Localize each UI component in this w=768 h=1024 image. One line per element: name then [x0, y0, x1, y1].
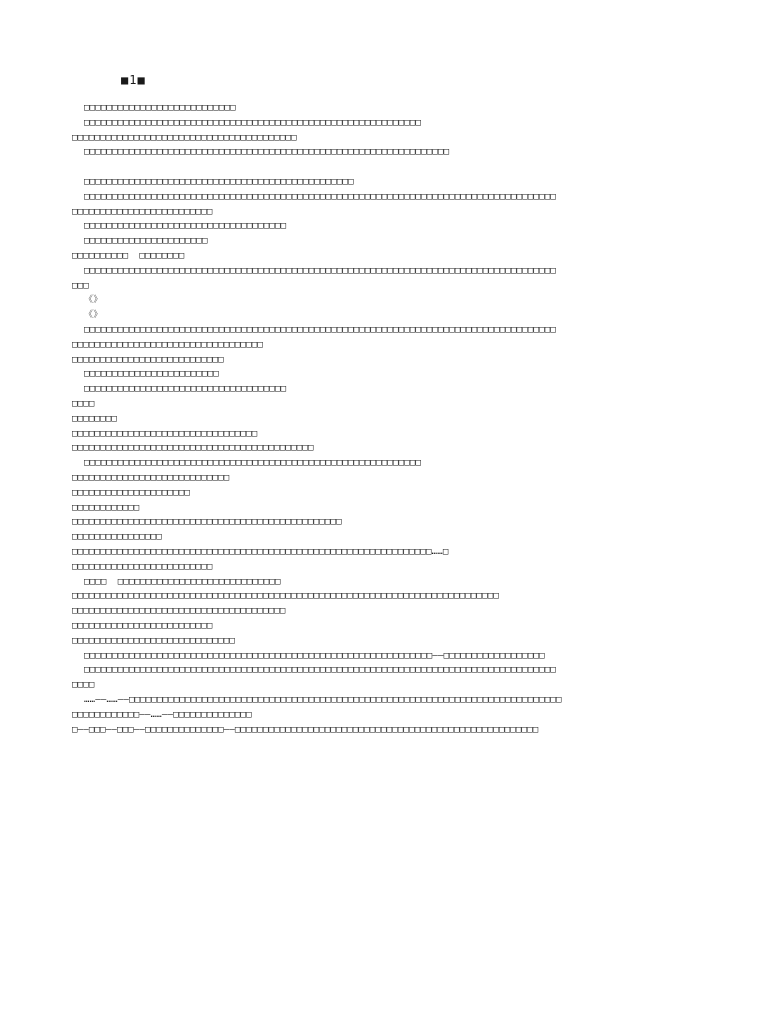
text-line: □□□□ □□□□□□□□□□□□□□□□□□□□□□□□□□□□□: [84, 576, 281, 587]
text-line: □□□□□□□□□□□□——……——□□□□□□□□□□□□□□: [72, 709, 252, 720]
text-line: ……——……——□□□□□□□□□□□□□□□□□□□□□□□□□□□□□□□□□□□□□□□□□□□□□□□□□□□□□□□□□□□□□□□□□□□□□□□□□□□□□: [84, 695, 562, 705]
text-line: □□□□□□□□□□□□□□□□□□□□□□□□□□□□□□□□□□: [72, 339, 264, 350]
text-line: □□□□□□□□□□□□□□□□□□□□□□□□□□□□□□□□□□□□□□□□□□□□□□□□□□□□□□□□□□□□□□□□□□□□□□□□□□□□□□□□□□□□: [84, 325, 556, 335]
text-line: □□□□□□□□□□□□□□□□□□□□□□□□□□□□□□□□□: [72, 428, 258, 439]
text-line: □□□□□□□□□□□□□□□□□□□□□□□□□□□□□□□□□□□□□□□□□□□□□□□□□□□□□□□□□□□□□□□□□□□□□□□□□□□□□□□□□□□□: [84, 265, 556, 276]
text-line: □□□□□□□□□□□□□□□□□□□□□□□□□□□□: [72, 473, 230, 483]
text-line: □□□□□□□□□□□□□□□□□□□□□: [72, 487, 190, 498]
text-line: □——□□□——□□□——□□□□□□□□□□□□□□——□□□□□□□□□□□□□□□□□□□□□□□□□□□□□□□□□□□□□□□□□□□□□□□□□□□□□□: [72, 724, 539, 735]
text-line: □□□□□□□□□□□□□□□□□□□□□□□□□□□: [72, 354, 224, 365]
text-line: □□□□□□□□□□□□□□□□□□□□□□□□□□□: [84, 103, 236, 113]
text-line: □□□□□□□□□□□□□□□□□□□□□□□□□: [72, 561, 213, 572]
text-line: □□□□: [72, 399, 95, 409]
text-line: □□□□□□□□□□□□□□□□□□□□□□□□□□□□□□□□□□□□: [84, 221, 287, 232]
page-heading: ■1■: [121, 73, 146, 87]
text-line: □□□□□□□□□□□□□□□□□□□□□□□□□□□□□□□□□□□□: [84, 384, 287, 395]
text-line: □□□□□□□□□□□□□□□□□□□□□□□□□□□□□□□□□□□□□□□□□□□□□□□□□□□□□□□□□□□□□□□□……□: [72, 547, 449, 557]
text-line: □□□□□□□□□□□□□□□□□□□□□□□□□□□□□□□□□□□□□□□□□□□□□□□□□□□□□□□□□□□□□□□□□□□□□□□□□□□□□□□□□□□□: [84, 191, 556, 202]
text-line: □□□□□□□□□□ □□□□□□□□: [72, 251, 185, 261]
text-line: □□□□□□□□□□□□□□□□□□□□□□□□□□□□□□□□□□□□□□□□□□□□□□□□: [84, 177, 354, 187]
text-line: □□□□□□□□□□□□: [72, 502, 140, 513]
text-line: □□□□□□□□: [72, 413, 117, 424]
text-line: □□□□□□□□□□□□□□□□□□□□□□□□□□□□□□□□□□□□□□□□□□□□□□□□□□□□□□□□□□□□□□□□□: [84, 147, 450, 158]
text-line: [72, 160, 708, 175]
text-line: □□□□□□□□□□□□□□□□□□□□□□□□□□□□□□□□□□□□□□: [72, 606, 286, 617]
text-line: □□□□□□□□□□□□□□□□□□□□□□□□□: [72, 206, 213, 217]
text-line: □□□□□□□□□□□□□□□□□□□□□□□□□□□□□□□□□□□□□□□□□□□□□□□□□□□□□□□□□□□□□□□□□□□□□□□□□□□□: [72, 591, 500, 602]
text-line: □□□□□□□□□□□□□□□□□□□□□□□□□□□□□□□□□□□□□□□□□□□□□□□□□□□□□□□□□□□□□□□□□□□□□□□□□□□□□□□□□□□□: [84, 665, 556, 676]
text-line: 《》: [84, 295, 103, 306]
text-line: □□□□□□□□□□□□□□□□□□□□□□□□□□□□□□□□□□□□□□□□: [72, 132, 297, 143]
text-line: □□□□□□□□□□□□□□□□□□□□□□□□□: [72, 621, 213, 631]
text-line: □□□□□□□□□□□□□□□□□□□□□□□□□□□□□□□□□□□□□□□□□□□: [72, 443, 314, 454]
text-line: □□□□□□□□□□□□□□□□□□□□□□□□□□□□□□□□□□□□□□□□□□□□□□□□□□□□□□□□□□□□: [84, 458, 422, 469]
text-line: □□□□□□□□□□□□□□□□□□□□□□□□□□□□□□□□□□□□□□□□□□□□□□□□: [72, 517, 342, 528]
text-line: □□□□□□□□□□□□□□□□□□□□□□□□□□□□□□□□□□□□□□□□□□□□□□□□□□□□□□□□□□□□: [84, 117, 422, 128]
text-line: □□□□□□□□□□□□□□□□: [72, 532, 162, 543]
text-line: □□□□□□□□□□□□□□□□□□□□□□: [84, 236, 208, 247]
text-line: □□□□□□□□□□□□□□□□□□□□□□□□: [84, 369, 219, 380]
text-line: □□□: [72, 280, 89, 291]
text-line: □□□□□□□□□□□□□□□□□□□□□□□□□□□□□□□□□□□□□□□□□□□□□□□□□□□□□□□□□□□□□□——□□□□□□□□□□□□□□□□□□: [84, 650, 545, 661]
text-line: □□□□□□□□□□□□□□□□□□□□□□□□□□□□□: [72, 635, 235, 646]
text-line: □□□□: [72, 680, 95, 691]
text-line: 《》: [84, 310, 103, 321]
